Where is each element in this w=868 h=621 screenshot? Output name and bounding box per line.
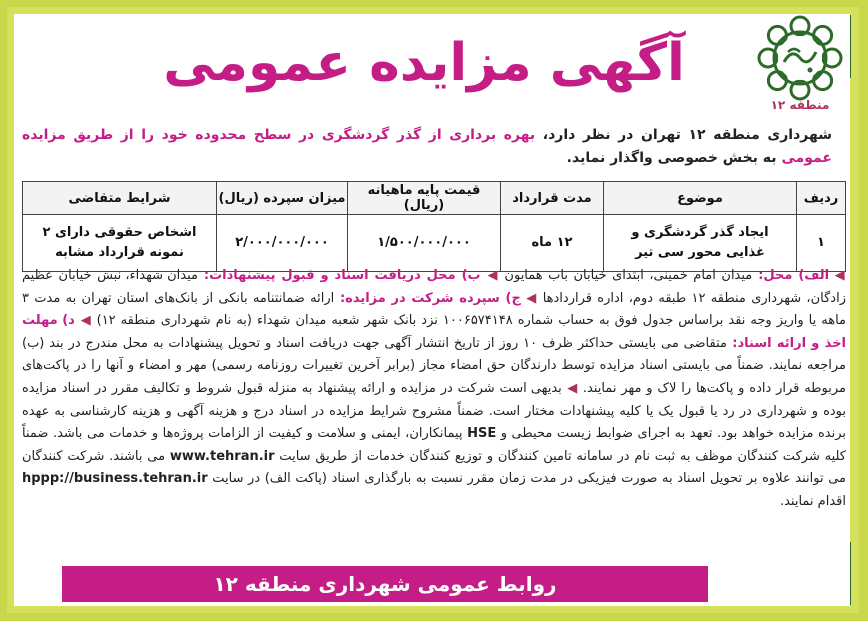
col-header-row: ردیف	[797, 182, 846, 215]
intro-highlight: بهره برداری از گذر گردشگری در سطح محدوده خود را از طریق مزایده عمومی	[22, 127, 832, 166]
table-row	[23, 215, 846, 272]
section-h-text: اقدام نمایند.	[779, 493, 846, 509]
section-d-text: متقاضی می بایستی حداکثر ظرف ۱۰ روز از تاریخ انتشار آگهی جهت دریافت اسناد و تحویل پیشنهادات به محل مندرج در بند (ب) مراجعه نمایند. ضمناً می بایستی اسناد مزایده توسط دارندگان حق امضاء مجاز (برابر آخرین تغییرات روزنامه رسمی) مهر و امضاء و آنها را در پاکت‌های مربوطه قرار داده و پاکت‌ها را لاک و مهر نمایند.	[22, 335, 846, 396]
intro-text-end: به بخش خصوصی واگذار نماید.	[566, 150, 782, 166]
hse-label: HSE	[467, 426, 497, 442]
cell-duration: ۱۲ ماه	[501, 215, 604, 272]
terms-paragraph	[22, 265, 846, 514]
bullet-arrow-icon: ◀	[526, 290, 538, 306]
intro-paragraph	[22, 124, 832, 170]
cell-deposit: ۲/۰۰۰/۰۰۰/۰۰۰	[217, 215, 348, 272]
section-f-text: پیمانکاران، ایمنی و سلامت و کیفیت از الزامات پروژه‌ها و خدمات می باشد. ضمناً کلیه شرکت کنندگان موظف به ثبت نام در سامانه تامین کنندگان و توزیع کنندگان خدمات از طریق سایت	[22, 426, 846, 464]
business-site-link[interactable]: hppp://business.tehran.ir	[22, 471, 208, 487]
cell-subject: ایجاد گذر گردشگری و غذایی محور سی تیر	[604, 215, 797, 272]
section-b-text: میدان شهداء، نبش خیابان عظیم زادگان، شهرداری منطقه ۱۲ طبقه دوم، اداره قراردادها	[22, 268, 846, 306]
bullet-arrow-icon: ◀	[834, 268, 847, 283]
bullet-arrow-icon: ◀	[566, 380, 579, 396]
tehran-site-link[interactable]: www.tehran.ir	[169, 448, 275, 464]
page-title: آگهی مزایده عمومی	[163, 33, 685, 93]
section-g-text: می باشند. شرکت کنندگان می توانند علاوه بر تحویل اسناد به صورت فیزیکی در مدت زمان مقرر نسبت به بارگذاری اسناد (پاکت الف) در سایت	[22, 448, 846, 487]
tehran-municipality-logo	[754, 12, 846, 104]
logo-caption: منطقه ۱۲	[770, 98, 830, 112]
auction-table	[22, 181, 846, 272]
col-header-base-price: قیمت پایه ماهیانه (ریال)	[348, 182, 501, 215]
section-d-heading: د) مهلت اخذ و ارائه اسناد:	[22, 313, 847, 351]
col-header-requirements: شرایط متقاضی	[23, 182, 217, 215]
footer-banner: روابط عمومی شهرداری منطقه ۱۲	[62, 566, 708, 602]
col-header-deposit: میزان سپرده (ریال)	[217, 182, 348, 215]
section-e-text: بدیهی است شرکت در مزایده و ارائه پیشنهاد به منزله قبول شروط و تکالیف مقرر در اسناد مزایده بوده و شهرداری در رد یا قبول یک یا کلیه پیشنهادات مختار است. ضمناً مشروح شرایط مزایده در اسناد درج و هزینه آگهی و هزینه کارشناسی به عهده برنده مزایده خواهد بود. تعهد به اجرای ضوابط زیست محیطی و	[22, 380, 846, 442]
table-header-row	[23, 182, 846, 215]
col-header-subject: موضوع	[604, 182, 797, 215]
section-a-text: میدان امام خمینی، ابتدای خیابان باب همایون	[498, 268, 753, 283]
section-a-heading: الف) محل:	[752, 268, 830, 283]
cell-requirements: اشخاص حقوقی دارای ۲ نمونه قرارداد مشابه	[23, 215, 217, 272]
section-b-heading: ب) محل دریافت اسناد و قبول پیشنهادات:	[197, 268, 481, 283]
cell-row: ۱	[797, 215, 846, 272]
bullet-arrow-icon: ◀	[486, 268, 499, 283]
bullet-arrow-icon: ◀	[79, 313, 92, 329]
intro-text: شهرداری منطقه ۱۲ تهران در نظر دارد،	[535, 127, 832, 143]
col-header-duration: مدت قرارداد	[501, 182, 604, 215]
section-c-heading: ج) سپرده شرکت در مزایده:	[334, 290, 521, 306]
section-c-text: ارائه ضمانتنامه بانکی از بانک‌های استان تهران به مدت ۳ ماهه یا واریز وجه نقد براساس جدول فوق به حساب شماره ۱۰۰۶۵۷۴۱۴۸ نزد بانک شهر شعبه میدان شهداء (به نام شهرداری منطقه ۱۲)	[22, 290, 846, 329]
cell-base-price: ۱/۵۰۰/۰۰۰/۰۰۰	[348, 215, 501, 272]
